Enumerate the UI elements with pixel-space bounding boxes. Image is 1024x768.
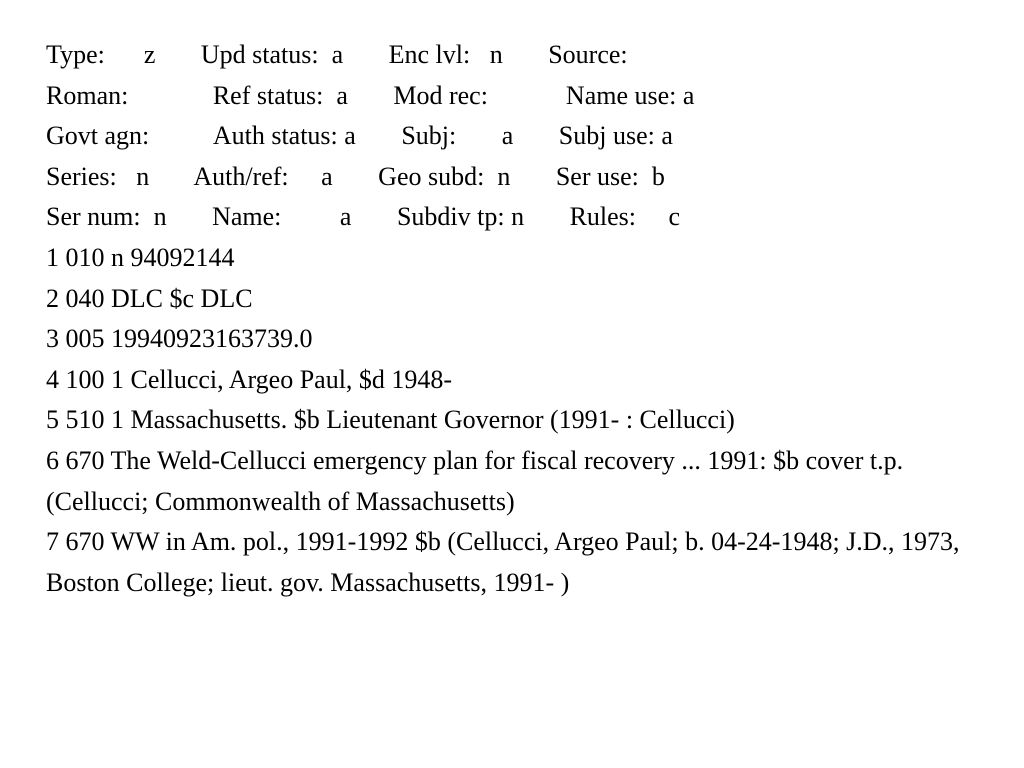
field-tag: 040 [65,283,105,313]
fixed-field-line: Series: n Auth/ref: a Geo subd: n Ser use: b [46,161,665,191]
field-tag: 010 [65,242,105,272]
field-tag: 670 [65,445,105,475]
field-number: 3 [46,324,59,354]
field-content: The Weld-Cellucci emergency plan for fiscal recovery ... 1991: $b cover t.p. (Cellucci; Commonwealth of Massachusetts) [46,445,904,516]
fixed-field-line: Type: z Upd status: a Enc lvl: n Source: [46,40,628,69]
field-tag: 005 [65,324,105,354]
field-tag: 670 [65,527,105,557]
marc-field-row [46,522,996,603]
field-number: 2 [46,283,59,313]
field-content: Massachusetts. $b Lieutenant Governor (1991- : Cellucci) [130,405,735,435]
field-content: 19940923163739.0 [111,324,313,354]
marc-field-row [46,441,996,522]
marc-authority-record [46,35,996,603]
field-indicator: 1 [111,405,124,435]
field-number: 7 [46,527,59,557]
field-number: 4 [46,364,59,394]
field-content: DLC $c DLC [111,283,253,313]
marc-field-row [46,238,996,279]
field-number: 6 [46,445,59,475]
fixed-field-line: Roman: Ref status: a Mod rec: Name use: a [46,80,695,110]
field-tag: 510 [65,405,105,435]
marc-field-row [46,279,996,320]
field-content: WW in Am. pol., 1991-1992 $b (Cellucci, Argeo Paul; b. 04-24-1948; J.D., 1973, Boston College; lieut. gov. Massachusetts, 1991- ) [46,527,960,597]
marc-field-row [46,360,996,401]
field-indicator: 1 [111,364,124,394]
field-number: 5 [46,405,59,435]
marc-field-row [46,319,996,360]
fixed-field-line: Govt agn: Auth status: a Subj: a Subj use: a [46,121,673,151]
fixed-field-line: Ser num: n Name: a Subdiv tp: n Rules: c [46,202,681,232]
marc-field-row [46,400,996,441]
field-content: n 94092144 [111,242,235,272]
field-tag: 100 [65,364,105,394]
field-content: Cellucci, Argeo Paul, $d 1948- [130,364,453,394]
field-number: 1 [46,242,59,272]
